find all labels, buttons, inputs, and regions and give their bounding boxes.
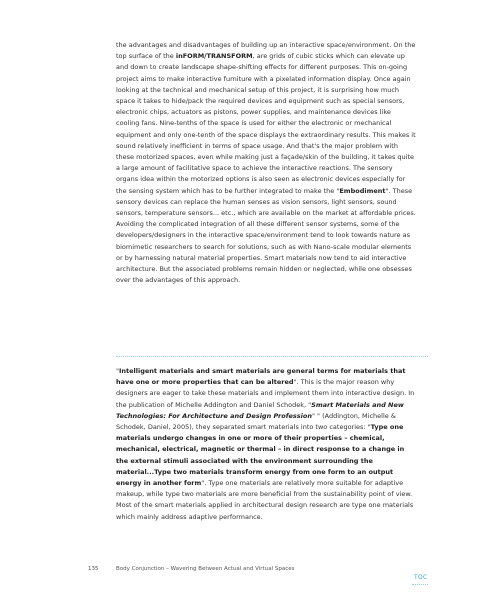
page-number: 135 <box>88 566 99 572</box>
toc-link[interactable]: TOC <box>414 574 428 581</box>
text-run: ". These sensory devices can replace the human senses as vision sensors, light sensors, sound sensors, temperature sensors... etc., which are available on the market at affordable prices. Avoiding the complicated integration of all these different sensor systems, some of the developers/designers in the interactive space/environment tend to look towards nature as biomimetic researchers to search for solutions, such as with Nano-scale modular elements or by harnessing natural material properties. Smart materials now tend to aid interactive architecture. But the associated problems remain hidden or neglected, while one obsesses over the advantages of this approach. <box>116 186 416 285</box>
project-name: inFORM/TRANSFORM <box>175 52 253 61</box>
running-title: Body Conjunction – Wavering Between Actual and Virtual Spaces <box>116 566 295 572</box>
emphasis-term: Embodiment <box>339 186 386 195</box>
text-run: the advantages and disadvantages of building up an interactive space/environment. On the top surface of the <box>116 41 416 61</box>
text-run: ". Type one materials are relatively more suitable for adaptive makeup, while type two materials are more beneficial from the sustainability point of view. Most of the smart materials applied in architectural design research are type one materials which mainly address adaptive performance. <box>116 479 414 521</box>
text-run: " " (Addington, Michelle & Schodek, Daniel, 2005), they separated smart materials into two categories: " <box>116 411 396 432</box>
book-title: Smart Materials and New Technologies: For Architecture and Design Profession <box>116 400 404 420</box>
body-paragraph-inform <box>116 40 416 286</box>
toc-underline <box>412 584 428 585</box>
text-run: ". This is the major reason why designers are eager to take these materials and implement them into interactive design. In the publication of Michelle Addington and Daniel Schodek, " <box>116 378 415 409</box>
text-run: " <box>116 367 119 375</box>
quoted-categories: Type one materials undergo changes in one or more of their properties – chemical, mechanical, electrical, magnetic or thermal – in direct response to a change in the external stimuli associated with the environment surrounding the material...Type two materials transform energy from one form to an output energy in another form <box>116 423 405 488</box>
section-divider <box>116 356 428 357</box>
body-paragraph-naturalized <box>116 366 416 523</box>
text-run: , are grids of cubic sticks which can elevate up and down to create landscape shape-shifting effects for different purposes. This on-going project aims to make interactive furniture with a pixelated information display. Once again looking at the technical and mechanical setup of this project, it is surprising how much space it takes to hide/pack the required devices and equipment such as special sensors, electronic chips, actuators as pistons, power supplies, and maintenance devices like cooling fans. Nine-tenths of the space is used for either the electronic or mechanical equipment and only one-tenth of the space displays the extraordinary results. This makes it sound relatively inefficient in terms of space usage. And that's the major problem with these motorized spaces, even while making just a façade/skin of the building, it takes quite a large amount of facilitative space to achieve the interactive reactions. The sensory organs idea within the motorized options is also seen as electronic devices especially for the sensing system which has to be further integrated to make the " <box>116 52 416 195</box>
quoted-definition: Intelligent materials and smart materials are general terms for materials that have one or more properties that can be altered <box>116 367 406 387</box>
